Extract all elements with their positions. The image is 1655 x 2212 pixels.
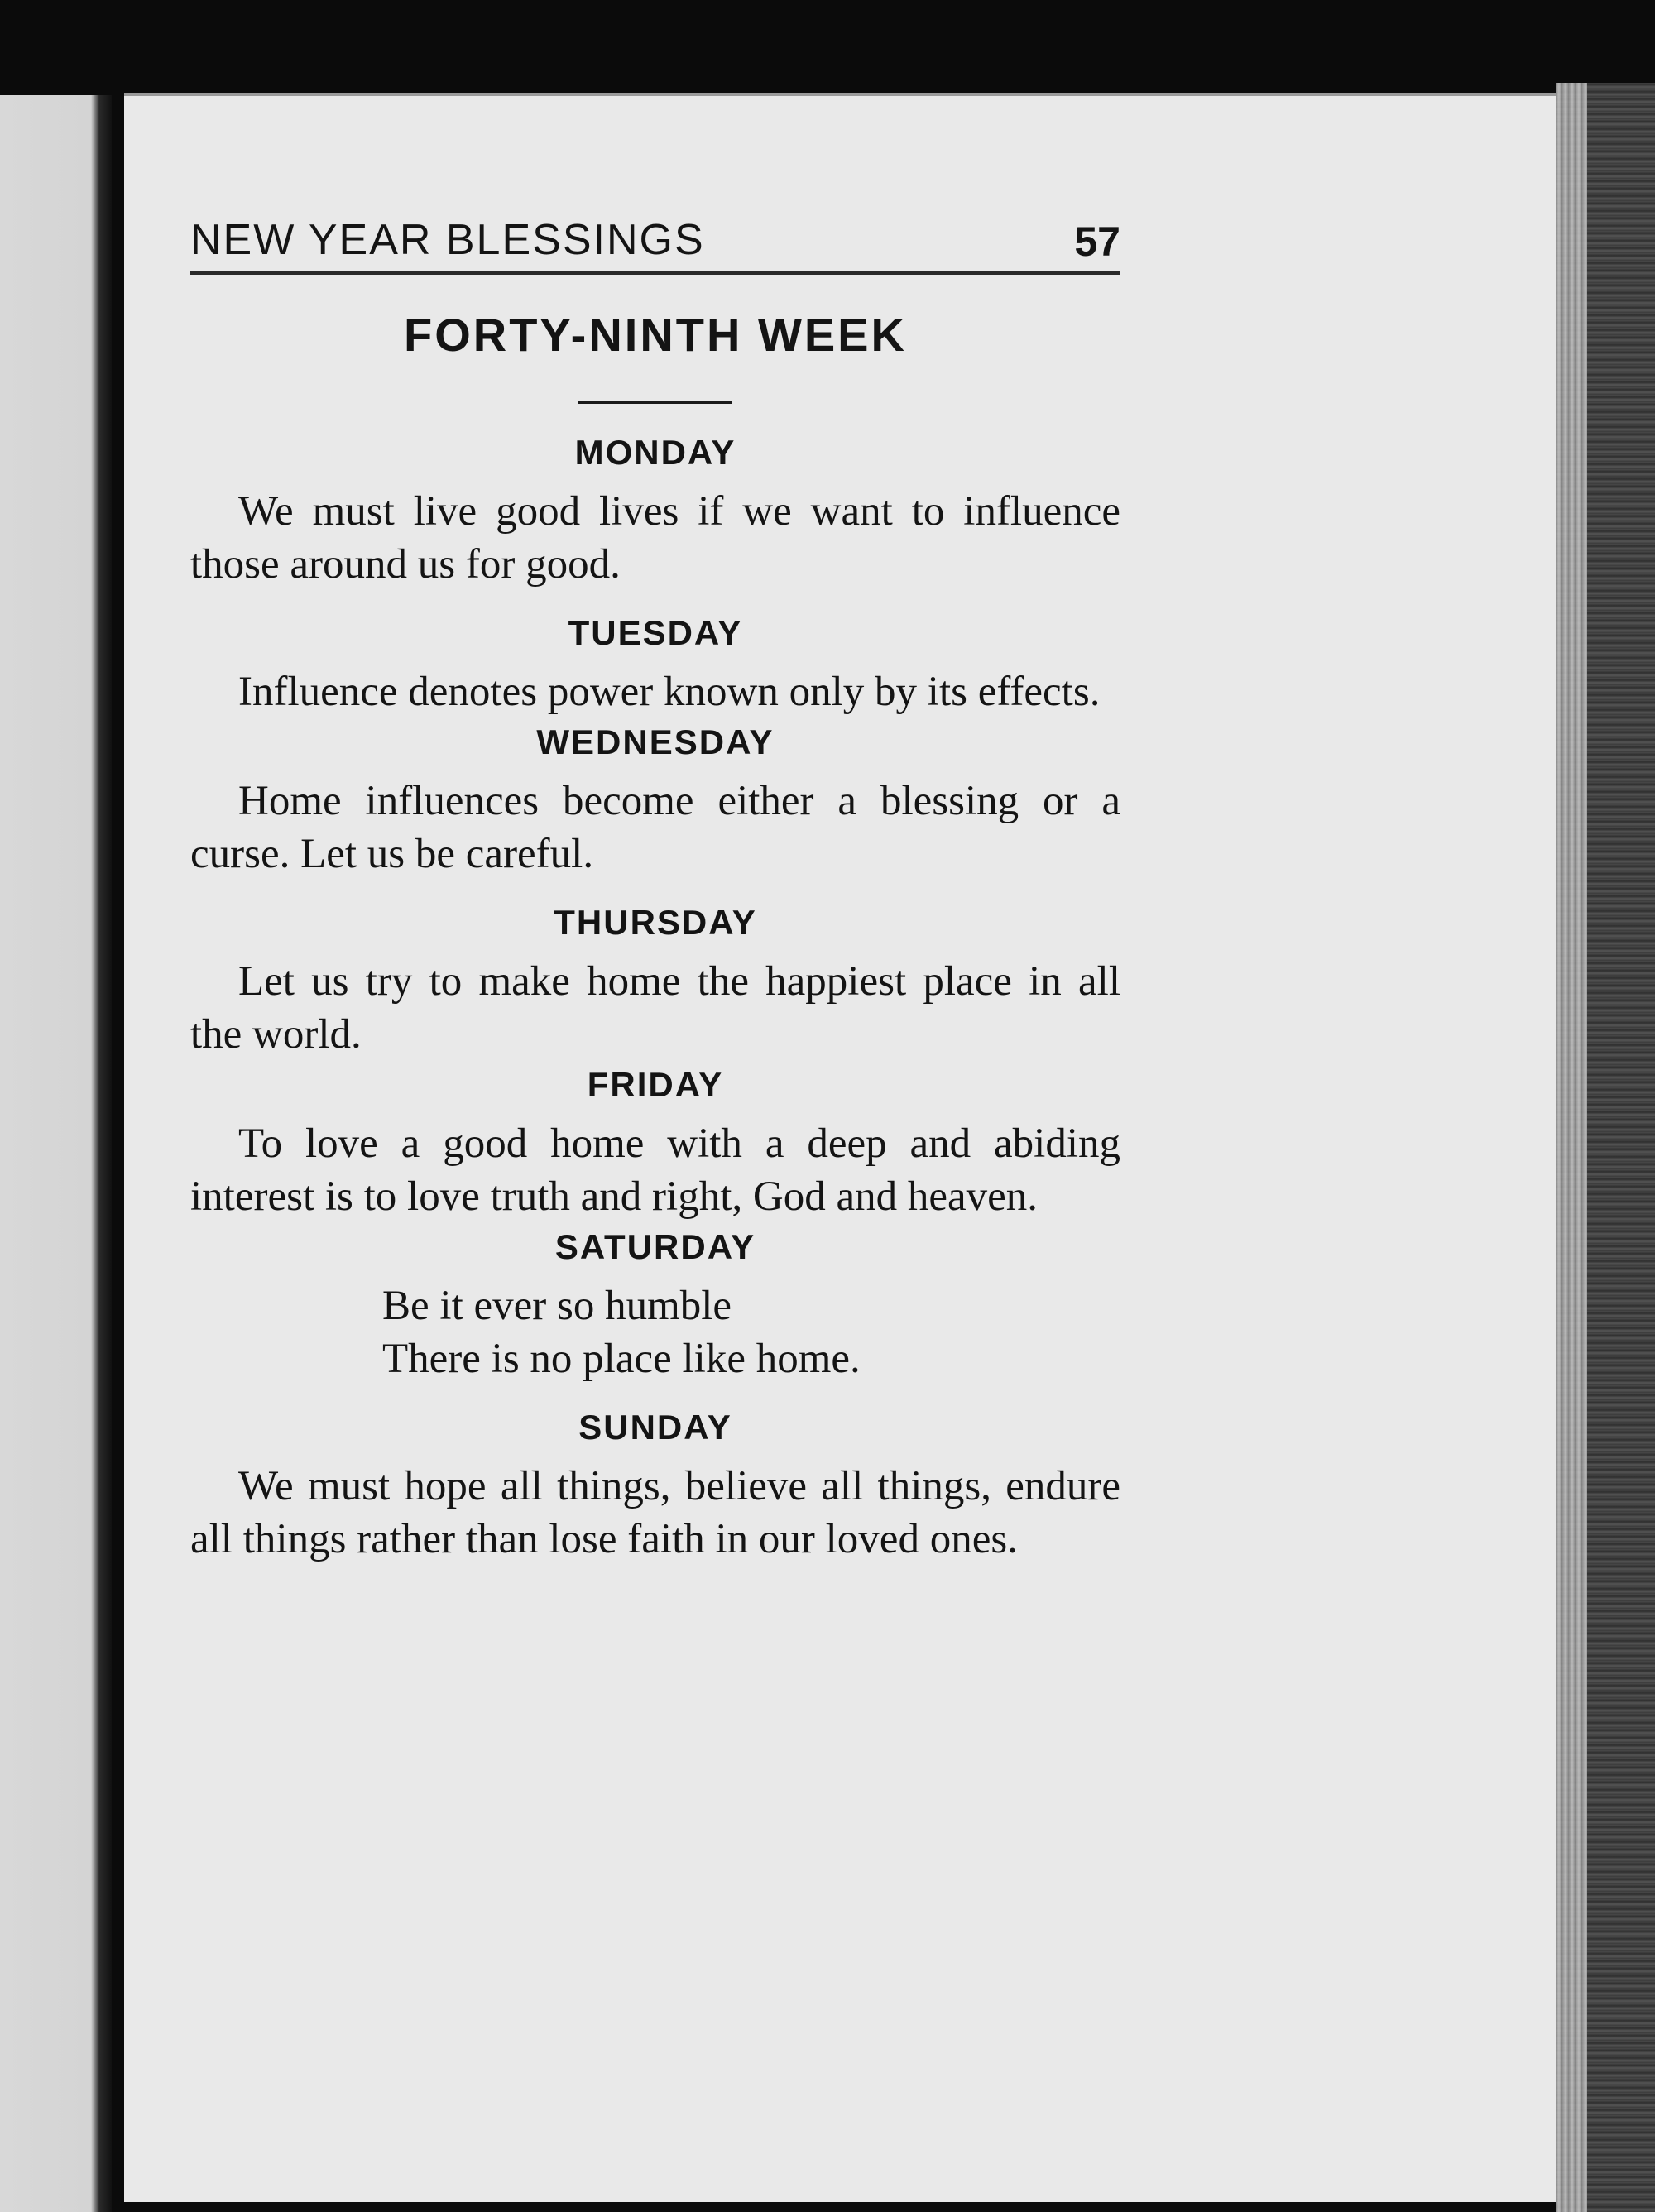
entry-text-sunday: We must hope all things, believe all things, endure all things rather than lose faith in our loved ones. [190, 1463, 1120, 1562]
entry-text-friday: To love a good home with a deep and abiding interest is to love truth and right, God and heaven. [190, 1120, 1120, 1220]
book-binding-edge [1556, 83, 1655, 2212]
day-heading-friday: FRIDAY [587, 1065, 724, 1104]
running-title: NEW YEAR BLESSINGS [190, 216, 705, 264]
day-heading-monday: MONDAY [574, 433, 736, 472]
verse-line: Be it ever so humble [382, 1283, 732, 1329]
entry-text-monday: We must live good lives if we want to influence those around us for good. [190, 488, 1120, 588]
left-page-edge [0, 95, 112, 2212]
running-header [190, 214, 1120, 275]
day-heading-tuesday: TUESDAY [568, 613, 743, 652]
verse-saturday [382, 1279, 1120, 1385]
entry-text-thursday: Let us try to make home the happiest place in all the world. [190, 958, 1120, 1058]
section-title: FORTY-NINTH WEEK [404, 309, 907, 361]
day-heading-thursday: THURSDAY [554, 903, 757, 942]
entry-text-wednesday: Home influences become either a blessing or a curse. Let us be careful. [190, 778, 1120, 877]
day-heading-saturday: SATURDAY [554, 1227, 756, 1266]
page-content [190, 214, 1120, 1566]
entry-text-tuesday: Influence denotes power known only by its effects. [238, 669, 1101, 715]
page-number: 57 [1074, 218, 1120, 265]
day-heading-sunday: SUNDAY [578, 1408, 732, 1447]
day-heading-wednesday: WEDNESDAY [536, 722, 775, 761]
verse-line: There is no place like home. [382, 1336, 861, 1382]
